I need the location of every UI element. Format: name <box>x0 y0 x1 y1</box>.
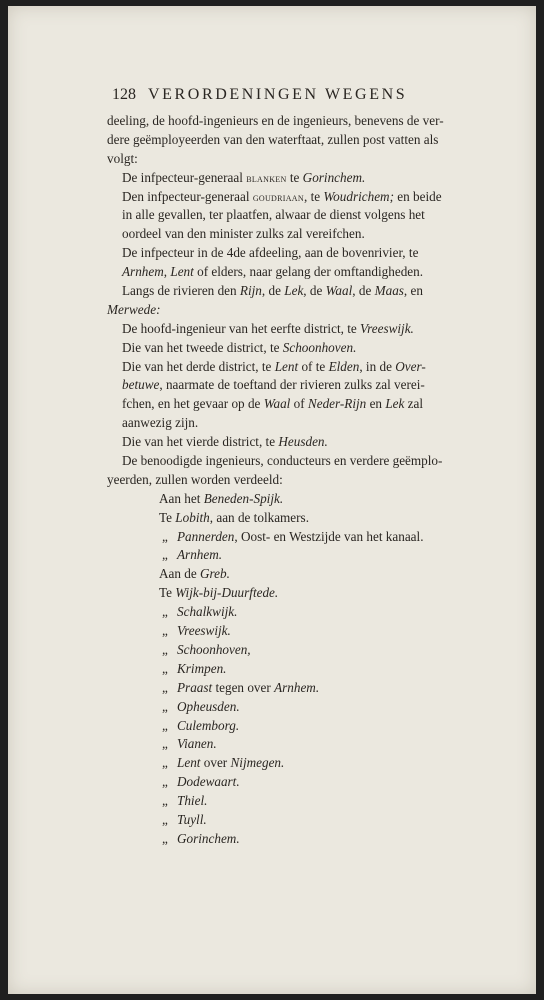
ditto-mark: „ <box>162 679 168 695</box>
ditto-mark: „ <box>162 774 168 790</box>
italic-text: Vreeswijk. <box>360 320 414 336</box>
ditto-mark: „ <box>162 698 168 714</box>
italic-text: Beneden-Spijk. <box>203 490 284 506</box>
italic-text: Arnhem. <box>274 679 320 695</box>
text-span: , <box>163 264 171 280</box>
text-line <box>107 546 503 565</box>
text-span: of <box>290 396 308 412</box>
text-line <box>107 509 503 528</box>
text-line <box>107 169 503 188</box>
text-line <box>107 376 503 395</box>
italic-text: Lek <box>385 396 405 412</box>
text-span: zal <box>404 396 424 412</box>
text-span: , en <box>403 283 423 299</box>
italic-text: Opheusden. <box>177 698 240 714</box>
ditto-mark: „ <box>162 641 168 657</box>
italic-text: Arnhem. <box>177 547 223 563</box>
text-line <box>107 452 503 471</box>
text-line <box>107 603 503 622</box>
text-span: , de <box>352 283 375 299</box>
text-line <box>107 282 503 301</box>
italic-text: Schoonhoven. <box>282 339 357 355</box>
text-line <box>107 773 503 792</box>
text-span: over <box>200 755 231 771</box>
italic-text: Neder-Rijn <box>307 396 367 412</box>
text-line <box>107 206 503 225</box>
italic-text: Tuyll. <box>177 811 207 827</box>
italic-text: Arnhem <box>122 264 164 280</box>
text-span: Aan de <box>159 566 201 582</box>
page-header <box>112 86 464 104</box>
italic-text: Vianen. <box>177 736 217 752</box>
italic-text: Gorinchem. <box>302 169 366 185</box>
text-line <box>107 131 503 150</box>
ditto-mark: „ <box>162 547 168 563</box>
italic-text: Lek <box>284 283 304 299</box>
text-span: Aan het <box>159 490 204 506</box>
text-span: of elders, naar gelang der omftandigheden. <box>193 264 424 280</box>
italic-text: Culemborg. <box>177 717 240 733</box>
ditto-mark: „ <box>162 717 168 733</box>
text-span: , in de <box>359 358 396 374</box>
italic-text: betuwe <box>122 377 160 393</box>
text-span: tegen over <box>212 679 275 695</box>
italic-text: Lent <box>274 358 299 374</box>
text-span: fchen, en het gevaar op de <box>122 396 264 412</box>
text-span: oordeel van den minister zulks zal vereifchen. <box>122 226 365 242</box>
text-line <box>107 244 503 263</box>
text-line <box>107 188 503 207</box>
text-line <box>107 679 503 698</box>
text-line <box>107 717 503 736</box>
text-line <box>107 622 503 641</box>
text-span: Die van het tweede district, te <box>122 339 283 355</box>
italic-text: Over- <box>395 358 426 374</box>
italic-text: Praast <box>177 679 213 695</box>
text-span: Die van het vierde district, te <box>122 434 279 450</box>
italic-text: Elden <box>328 358 360 374</box>
italic-text: Woudrichem; <box>323 188 394 204</box>
text-span: , aan de tolkamers. <box>209 509 309 525</box>
text-span: , naarmate de toeftand der rivieren zulks zal verei- <box>159 377 425 393</box>
text-span: , de <box>261 283 285 299</box>
text-span: aanwezig zijn. <box>122 415 199 431</box>
text-line <box>107 584 503 603</box>
text-line <box>107 339 503 358</box>
text-span: , de <box>303 283 326 299</box>
text-line <box>107 490 503 509</box>
text-span: De infpecteur-generaal <box>122 169 247 185</box>
text-line <box>107 320 503 339</box>
text-span: en <box>366 396 386 412</box>
italic-text: Merwede: <box>107 301 161 317</box>
text-span: De hoofd-ingenieur van het eerfte district, te <box>122 320 361 336</box>
italic-text: Pannerden <box>177 528 235 544</box>
italic-text: Krimpen. <box>177 660 227 676</box>
text-span: volgt: <box>107 150 138 166</box>
text-line <box>107 150 503 169</box>
text-span: dere geëmployeerden van den waterftaat, zullen post vatten als <box>107 131 439 147</box>
text-span: en beide <box>393 188 442 204</box>
text-line <box>107 433 503 452</box>
italic-text: Greb. <box>200 566 230 582</box>
text-line <box>107 660 503 679</box>
text-span: , Oost- en Westzijde van het kanaal. <box>234 528 424 544</box>
italic-text: Waal <box>263 396 291 412</box>
italic-text: Schoonhoven, <box>177 641 251 657</box>
text-line <box>107 414 503 433</box>
italic-text: Lent <box>177 755 201 771</box>
text-span: in alle gevallen, ter plaatfen, alwaar de dienst volgens het <box>122 207 425 223</box>
italic-text: Waal <box>325 283 353 299</box>
small-caps-name: blanken <box>246 172 287 185</box>
text-line <box>107 301 503 320</box>
text-span: te <box>286 169 303 185</box>
ditto-mark: „ <box>162 604 168 620</box>
running-title: VERORDENINGEN WEGENS <box>148 86 408 103</box>
page-number: 128 <box>112 86 136 103</box>
text-line <box>107 471 503 490</box>
ditto-mark: „ <box>162 811 168 827</box>
text-span: Langs de rivieren den <box>122 283 240 299</box>
italic-text: Vreeswijk. <box>177 623 231 639</box>
text-line <box>107 792 503 811</box>
ditto-mark: „ <box>162 755 168 771</box>
text-line <box>107 112 503 131</box>
text-line <box>107 735 503 754</box>
ditto-mark: „ <box>162 793 168 809</box>
italic-text: Wijk-bij-Duurftede. <box>175 585 279 601</box>
text-line <box>107 641 503 660</box>
text-line <box>107 565 503 584</box>
italic-text: Maas <box>374 283 404 299</box>
text-line <box>107 395 503 414</box>
text-span: , te <box>303 188 324 204</box>
text-span: of te <box>298 358 329 374</box>
ditto-mark: „ <box>162 736 168 752</box>
text-line <box>107 358 503 377</box>
ditto-mark: „ <box>162 830 168 846</box>
text-span: De benoodigde ingenieurs, conducteurs en verdere geëmplo- <box>122 453 443 469</box>
text-line <box>107 754 503 773</box>
italic-text: Schalkwijk. <box>177 604 238 620</box>
ditto-mark: „ <box>162 660 168 676</box>
italic-text: Lent <box>170 264 194 280</box>
text-line <box>107 528 503 547</box>
ditto-mark: „ <box>162 623 168 639</box>
text-span: Den infpecteur-generaal <box>122 188 253 204</box>
text-line <box>107 830 503 849</box>
italic-text: Heusden. <box>278 434 328 450</box>
text-line <box>107 225 503 244</box>
text-span: Te <box>159 585 176 601</box>
small-caps-name: goudriaan <box>252 191 304 204</box>
text-span: Te <box>159 509 176 525</box>
italic-text: Thiel. <box>177 793 208 809</box>
italic-text: Nijmegen. <box>230 755 285 771</box>
italic-text: Rijn <box>239 283 262 299</box>
text-span: yeerden, zullen worden verdeeld: <box>107 471 283 487</box>
text-span: De infpecteur in de 4de afdeeling, aan de bovenrivier, te <box>122 245 419 261</box>
text-span: deeling, de hoofd-ingenieurs en de ingenieurs, benevens de ver- <box>107 113 444 128</box>
text-span: Die van het derde district, te <box>122 358 275 374</box>
italic-text: Lobith <box>175 509 210 525</box>
italic-text: Gorinchem. <box>177 830 240 846</box>
italic-text: Dodewaart. <box>177 774 240 790</box>
ditto-mark: „ <box>162 528 168 544</box>
text-line <box>107 263 503 282</box>
text-line <box>107 698 503 717</box>
page-body <box>107 112 503 849</box>
text-line <box>107 811 503 830</box>
